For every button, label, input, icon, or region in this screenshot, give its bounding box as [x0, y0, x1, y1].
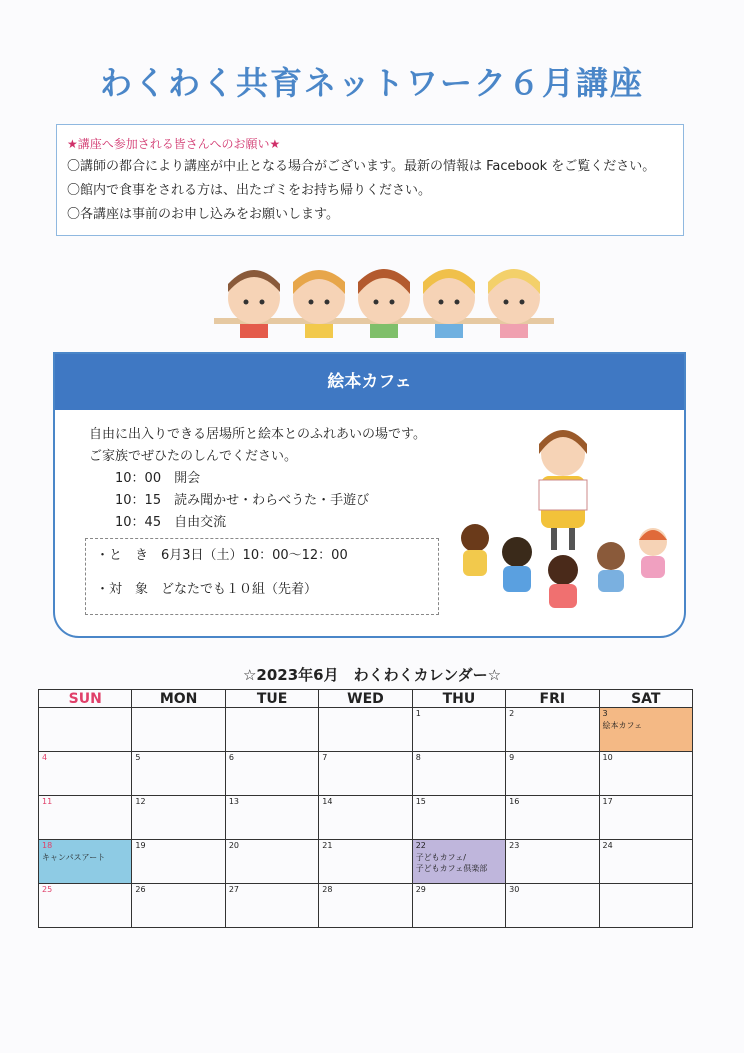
- day-number: 14: [322, 797, 333, 806]
- notice-box: [56, 124, 684, 236]
- calendar-day-cell: [599, 884, 692, 928]
- calendar-day-cell: [506, 796, 599, 840]
- calendar-week-row: [39, 708, 693, 752]
- calendar-day-cell: [132, 796, 225, 840]
- calendar-day-cell: [39, 796, 132, 840]
- calendar-title: ☆2023年6月 わくわくカレンダー☆: [242, 666, 502, 684]
- calendar-day-cell: [599, 840, 692, 884]
- weekday-header: WED: [319, 690, 412, 708]
- day-number: 30: [509, 885, 520, 894]
- day-number: 24: [602, 841, 613, 850]
- calendar-week-row: [39, 840, 693, 884]
- calendar-day-cell: [599, 708, 692, 752]
- page-title: わくわく共育ネットワーク６月講座: [99, 64, 644, 102]
- day-number: 21: [322, 841, 333, 850]
- calendar-day-cell: [132, 840, 225, 884]
- weekday-header: FRI: [506, 690, 599, 708]
- calendar-day-cell: [225, 752, 318, 796]
- calendar-day-cell: [506, 752, 599, 796]
- child-back-icon: [548, 555, 578, 608]
- calendar-day-cell: [506, 884, 599, 928]
- child-face-icon: [358, 269, 410, 338]
- calendar-day-cell: [319, 884, 412, 928]
- day-number: 6: [228, 753, 234, 762]
- day-number: 25: [42, 885, 53, 894]
- day-number: 22: [415, 841, 426, 850]
- day-number: 28: [322, 885, 333, 894]
- calendar-event: キャンパスアート: [42, 853, 106, 862]
- schedule-item: 10：15 読み聞かせ・わらべうた・手遊び: [115, 493, 370, 508]
- calendar-day-cell: [39, 840, 132, 884]
- calendar-day-cell: [599, 752, 692, 796]
- calendar-day-cell: [319, 708, 412, 752]
- calendar-day-cell: [412, 884, 505, 928]
- day-number: 29: [415, 885, 426, 894]
- day-number: 4: [42, 753, 48, 762]
- calendar-day-cell: [412, 840, 505, 884]
- schedule-item: 10：45 自由交流: [115, 515, 227, 530]
- child-back-icon: [639, 528, 667, 578]
- calendar-day-cell: [319, 840, 412, 884]
- weekday-header: TUE: [225, 690, 318, 708]
- day-number: 8: [415, 753, 421, 762]
- day-number: 23: [509, 841, 520, 850]
- child-back-icon: [502, 537, 532, 592]
- schedule-item: 10：00 開会: [115, 471, 201, 486]
- weekday-header: SUN: [39, 690, 132, 708]
- calendar-day-cell: [225, 708, 318, 752]
- calendar-day-cell: [132, 884, 225, 928]
- cafe-description: [89, 424, 426, 534]
- calendar-day-cell: [132, 752, 225, 796]
- calendar-day-cell: [319, 752, 412, 796]
- storytelling-illustration: [453, 420, 673, 610]
- calendar-day-cell: [225, 840, 318, 884]
- notice-line: 〇各講座は事前のお申し込みをお願いします。: [67, 207, 339, 222]
- calendar-day-cell: [225, 884, 318, 928]
- event-target: ・対 象 どなたでも１０組（先着）: [96, 582, 318, 597]
- calendar-day-cell: [225, 796, 318, 840]
- day-number: 17: [602, 797, 613, 806]
- day-number: 20: [228, 841, 240, 850]
- calendar-day-cell: [39, 752, 132, 796]
- calendar-day-cell: [506, 708, 599, 752]
- event-date: ・と き 6月3日（土）10：00～12：00: [96, 548, 348, 563]
- calendar-event: 子どもカフェ/: [415, 853, 466, 862]
- weekday-header: MON: [132, 690, 225, 708]
- child-face-icon: [423, 269, 475, 338]
- calendar-day-cell: [132, 708, 225, 752]
- day-number: 1: [415, 709, 421, 718]
- child-back-icon: [597, 542, 625, 592]
- calendar-event: 絵本カフェ: [602, 721, 643, 730]
- child-back-icon: [461, 524, 489, 576]
- calendar-day-cell: [412, 752, 505, 796]
- weekday-header: THU: [412, 690, 505, 708]
- day-number: 26: [135, 885, 146, 894]
- day-number: 5: [135, 753, 141, 762]
- day-number: 13: [228, 797, 240, 806]
- calendar-day-cell: [412, 796, 505, 840]
- notice-line: 〇館内で食事をされる方は、出たゴミをお持ち帰りください。: [67, 183, 432, 198]
- weekday-header: SAT: [599, 690, 692, 708]
- calendar-day-cell: [506, 840, 599, 884]
- child-face-icon: [293, 270, 345, 338]
- day-number: 12: [135, 797, 146, 806]
- child-face-icon: [488, 269, 540, 338]
- day-number: 15: [415, 797, 426, 806]
- day-number: 27: [228, 885, 240, 894]
- cafe-heading: 絵本カフェ: [55, 354, 684, 410]
- calendar-day-cell: [39, 708, 132, 752]
- calendar-week-row: [39, 796, 693, 840]
- child-face-icon: [228, 270, 280, 338]
- notice-heading: ★講座へ参加される皆さんへのお願い★: [67, 137, 281, 151]
- calendar-day-cell: [412, 708, 505, 752]
- calendar-table: [38, 689, 693, 928]
- day-number: 3: [602, 709, 608, 718]
- cafe-desc-line: 自由に出入りできる居場所と絵本とのふれあいの場です。: [89, 427, 426, 442]
- day-number: 18: [42, 841, 53, 850]
- children-illustration: [214, 262, 554, 344]
- calendar-day-cell: [39, 884, 132, 928]
- day-number: 2: [509, 709, 515, 718]
- event-info-box: [85, 538, 439, 615]
- ehon-cafe-section: [53, 352, 686, 638]
- calendar-day-cell: [319, 796, 412, 840]
- day-number: 9: [509, 753, 515, 762]
- day-number: 19: [135, 841, 146, 850]
- cafe-desc-line: ご家族でぜひたのしんでください。: [89, 449, 298, 464]
- notice-line: 〇講師の都合により講座が中止となる場合がございます。最新の情報は Facebook をご覧ください。: [67, 159, 656, 174]
- day-number: 10: [602, 753, 613, 762]
- calendar-day-cell: [599, 796, 692, 840]
- calendar-week-row: [39, 752, 693, 796]
- calendar-week-row: [39, 884, 693, 928]
- day-number: 16: [509, 797, 520, 806]
- calendar-event: 子どもカフェ倶楽部: [415, 864, 488, 873]
- day-number: 7: [322, 753, 328, 762]
- day-number: 11: [42, 797, 53, 806]
